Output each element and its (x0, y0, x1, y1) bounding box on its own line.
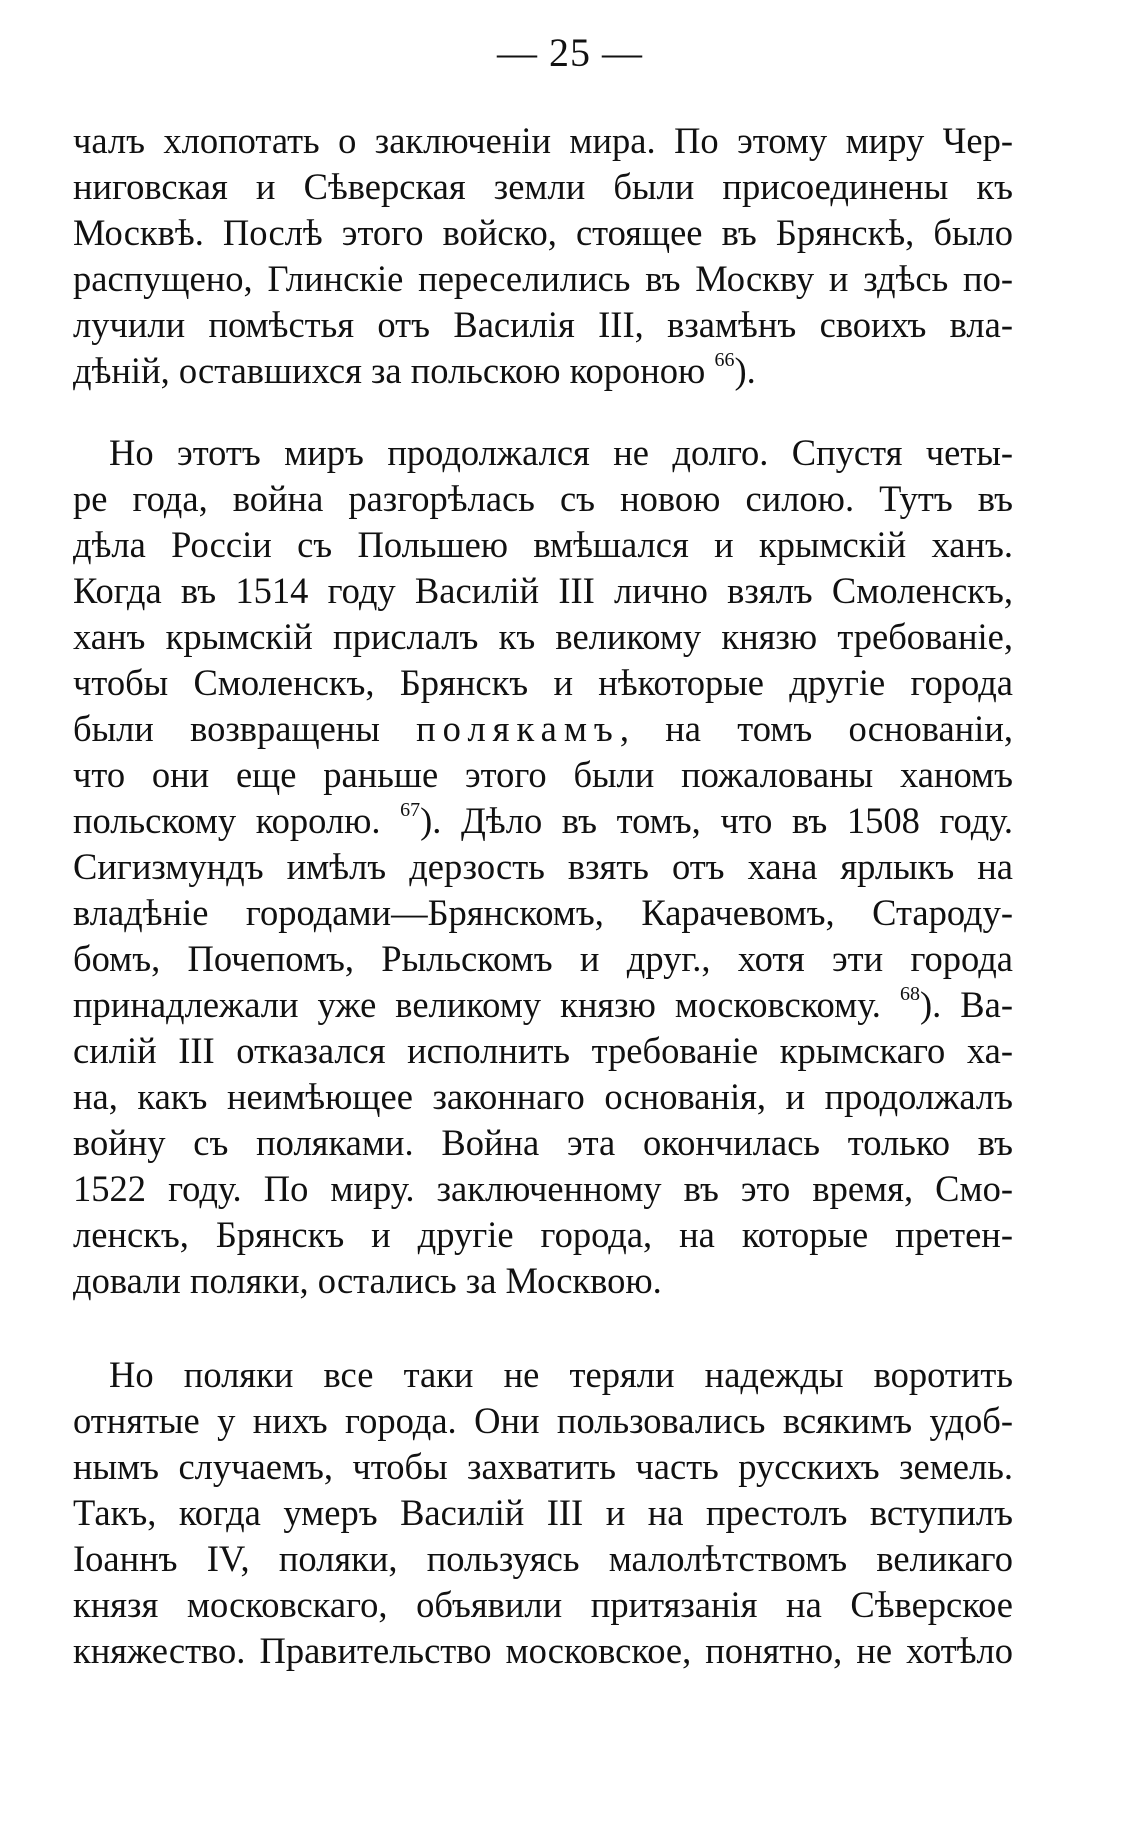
text-line: Такъ, когда умеръ Василій III и на престолъ вступилъ (73, 1492, 1013, 1533)
text-line: силій III отказался исполнить требованіе крымскаго ха- (73, 1030, 1013, 1071)
text-line: довали поляки, остались за Москвою. (73, 1260, 662, 1301)
text-line: чтобы Смоленскъ, Брянскъ и нѣкоторые другіе города (73, 662, 1013, 703)
text-line (73, 798, 1013, 844)
text-line: ленскъ, Брянскъ и другіе города, на которые претен- (73, 1214, 1013, 1255)
text-line: ре года, война разгорѣлась съ новою силою. Тутъ въ (73, 478, 1013, 519)
footnote-marker-68: 68 (899, 983, 920, 1005)
paragraph-2 (73, 430, 1013, 1304)
footnote-marker-67: 67 (400, 799, 421, 821)
text-line: войну съ поляками. Война эта окончилась только въ (73, 1122, 1013, 1163)
text-line: ханъ крымскій прислалъ къ великому князю требованіе, (73, 616, 1013, 657)
text-line: Москвѣ. Послѣ этого войско, стоящее въ Брянскѣ, было (73, 212, 1013, 253)
text-fragment: были возвращены (73, 708, 417, 749)
text-line: бомъ, Почепомъ, Рыльскомъ и друг., хотя эти города (73, 938, 1013, 979)
text-line: князя московскаго, объявили притязанія на Сѣверское (73, 1584, 1013, 1625)
text-line: Когда въ 1514 году Василій III лично взялъ Смоленскъ, (73, 570, 1013, 611)
text-line: что они еще раньше этого были пожалованы ханомъ (73, 754, 1013, 795)
text-line: Іоаннъ IV, поляки, пользуясь малолѣтствомъ великаго (73, 1538, 1013, 1579)
text-line (73, 348, 1013, 394)
text-line: Сигизмундъ имѣлъ дерзость взять отъ хана ярлыкъ на (73, 846, 1013, 887)
paragraph-3 (73, 1352, 1013, 1674)
text-fragment: принадлежали уже великому князю московскому. (73, 984, 900, 1025)
emphasized-word: полякамъ (416, 708, 620, 749)
text-line (73, 706, 1013, 752)
text-fragment: ). Ва- (919, 984, 1013, 1025)
text-line: княжество. Правительство московское, понятно, не хотѣло (73, 1630, 1013, 1671)
text-fragment: ). Дѣло въ томъ, что въ 1508 году. (420, 800, 1013, 841)
text-line: владѣніе городами—Брянскомъ, Карачевомъ, Стародy- (73, 892, 1013, 933)
page-number: — 25 — (497, 30, 643, 75)
text-line: на, какъ неимѣющее законнаго основанія, и продолжалъ (73, 1076, 1013, 1117)
text-line: чалъ хлопотать о заключеніи мира. По этому миру Чер- (73, 120, 1013, 161)
text-line: лучили помѣстья отъ Василія III, взамѣнъ своихъ вла- (73, 304, 1013, 345)
text-line: распущено, Глинскіе переселились въ Москву и здѣсь по- (73, 258, 1013, 299)
text-line: Но этотъ миръ продолжался не долго. Спустя четы- (109, 432, 1013, 473)
text-line: Но поляки все таки не теряли надежды воротить (109, 1354, 1013, 1395)
text-fragment: ). (734, 350, 756, 391)
text-fragment: , на томъ основаніи, (619, 708, 1013, 749)
text-line: нымъ случаемъ, чтобы захватить часть русскихъ земель. (73, 1446, 1013, 1487)
text-line (73, 982, 1013, 1028)
text-line: отнятые у нихъ города. Они пользовались всякимъ удоб- (73, 1400, 1013, 1441)
text-line: ниговская и Сѣверская земли были присоединены къ (73, 166, 1013, 207)
text-fragment: польскому королю. (73, 800, 401, 841)
text-fragment: дѣній, оставшихся за польскою короною (73, 350, 715, 391)
text-line: 1522 году. По миру. заключенному въ это время, Смо- (73, 1168, 1013, 1209)
paragraph-1 (73, 118, 1013, 394)
footnote-marker-66: 66 (714, 349, 735, 371)
text-line: дѣла Россіи съ Польшею вмѣшался и крымскій ханъ. (73, 524, 1013, 565)
